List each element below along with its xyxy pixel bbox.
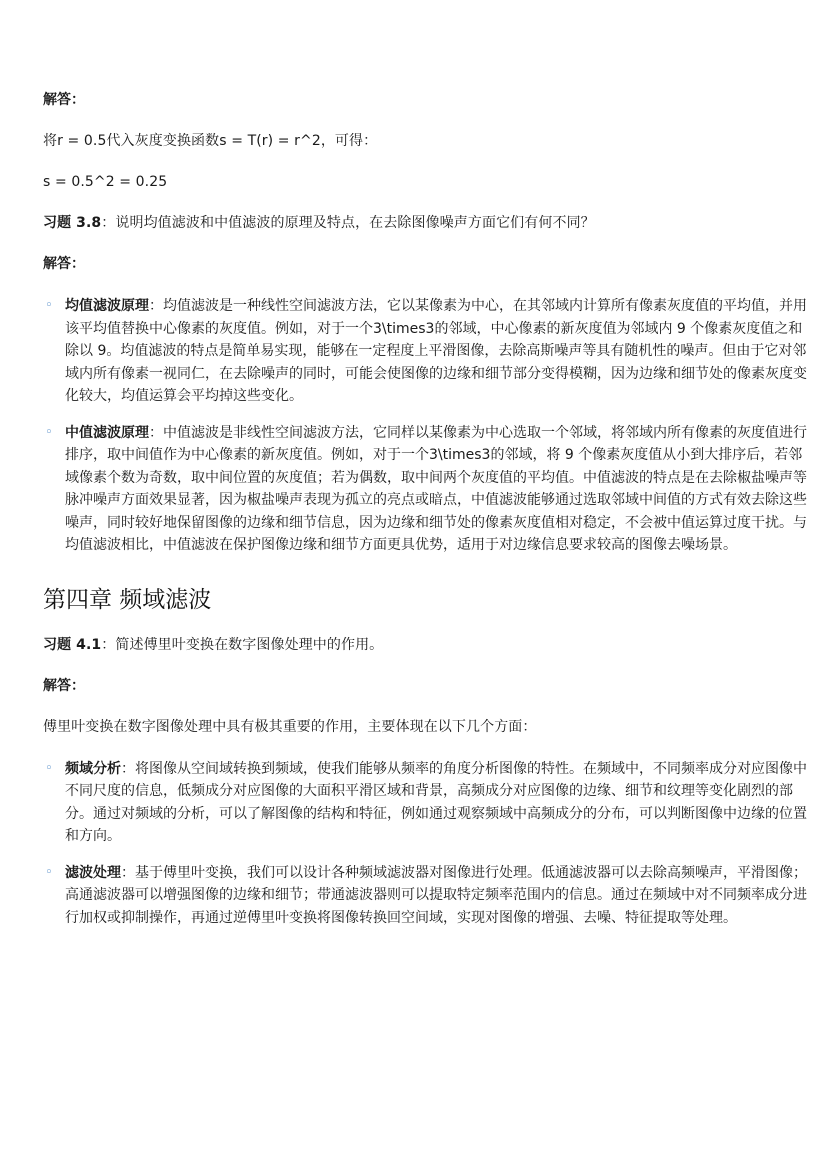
exercise-3-8-label: 习题 3.8 xyxy=(43,215,102,231)
document-page xyxy=(43,90,811,943)
list-item-term: 频域分析 xyxy=(65,760,121,777)
list-item-term: 均值滤波原理 xyxy=(65,298,149,314)
chapter-title: 第四章 频域滤波 xyxy=(43,586,212,613)
list-item xyxy=(43,862,811,930)
answer-intro: 傅里叶变换在数字图像处理中具有极其重要的作用，主要体现在以下几个方面： xyxy=(43,718,537,735)
bullet-circle-icon: ◦ xyxy=(45,424,53,440)
exercise-4-1-answer-list xyxy=(43,758,811,930)
list-item-text: ：基于傅里叶变换，我们可以设计各种频域滤波器对图像进行处理。低通滤波器可以去除高频噪声，平滑图像；高通滤波器可以增强图像的边缘和细节；带通滤波器则可以提取特定频率范围内的信息。通过在频域中对不同频率成分进行加权或抑制操作，再通过逆傅里叶变换将图像转换回空间域，实现对图像的增强、去噪、特征提取等处理。 xyxy=(65,864,807,926)
list-item-text: ：将图像从空间域转换到频域，使我们能够从频率的角度分析图像的特性。在频域中，不同频率成分对应图像中不同尺度的信息，低频成分对应图像的大面积平滑区域和背景，高频成分对应图像的边缘、细节和纹理等变化剧烈的部分。通过对频域的分析，可以了解图像的结构和特征，例如通过观察频域中高频成分的分布，可以判断图像中边缘的位置和方向。 xyxy=(65,760,807,844)
exercise-3-8-text: ：说明均值滤波和中值滤波的原理及特点，在去除图像噪声方面它们有何不同？ xyxy=(101,215,595,231)
answer-step-2: s = 0.5^2 = 0.25 xyxy=(43,174,168,190)
list-item-term: 滤波处理 xyxy=(65,864,121,881)
exercise-3-8-answer-list xyxy=(43,295,811,557)
exercise-3-8-question xyxy=(43,213,811,234)
exercise-4-1-label: 习题 4.1 xyxy=(43,636,102,653)
list-item-text: ：中值滤波是非线性空间滤波方法，它同样以某像素为中心选取一个邻域，将邻域内所有像素的灰度值进行排序，取中间值作为中心像素的新灰度值。例如，对于一个3\times3的邻域，将 9 个像素灰度值从小到大排序后，若邻域像素个数为奇数，取中间位置的灰度值；若为偶数，取中间两个灰度值的平均值。中值滤波的特点是在去除椒盐噪声等脉冲噪声方面效果显著，因为椒盐噪声表现为孤立的亮点或暗点，中值滤波能够通过选取邻域中间值的方式有效去除这些噪声，同时较好地保留图像的边缘和细节信息，因为边缘和细节处的像素灰度值相对稳定，不会被中值运算过度干扰。与均值滤波相比，中值滤波在保护图像边缘和细节方面更具优势，适用于对边缘信息要求较高的图像去噪场景。 xyxy=(65,424,807,553)
answer-label-4-1: 解答： xyxy=(43,677,85,694)
bullet-circle-icon: ◦ xyxy=(45,298,53,313)
exercise-4-1-text: ：简述傅里叶变换在数字图像处理中的作用。 xyxy=(101,636,384,653)
exercise-4-1-question xyxy=(43,635,811,656)
bullet-circle-icon: ◦ xyxy=(45,760,53,776)
bullet-circle-icon: ◦ xyxy=(45,864,53,880)
list-item-term: 中值滤波原理 xyxy=(65,424,149,441)
list-item-text: ：均值滤波是一种线性空间滤波方法，它以某像素为中心，在其邻域内计算所有像素灰度值的平均值，并用该平均值替换中心像素的灰度值。例如，对于一个3\times3的邻域，中心像素的新灰度值为邻域内 9 个像素灰度值之和除以 9。均值滤波的特点是简单易实现，能够在一定程度上平滑图像，去除高斯噪声等具有随机性的噪声。但由于它对邻域内所有像素一视同仁，在去除噪声的同时，可能会使图像的边缘和细节部分变得模糊，因为边缘和细节处的像素灰度变化较大，均值运算会平均掉这些变化。 xyxy=(65,298,807,404)
list-item xyxy=(43,758,811,848)
answer-label-3-8: 解答： xyxy=(43,256,85,272)
list-item xyxy=(43,295,811,408)
list-item xyxy=(43,422,811,557)
answer-step-1: 将r = 0.5代入灰度变换函数s = T(r) = r^2，可得： xyxy=(43,133,378,149)
answer-label-3-7: 解答： xyxy=(43,92,85,108)
